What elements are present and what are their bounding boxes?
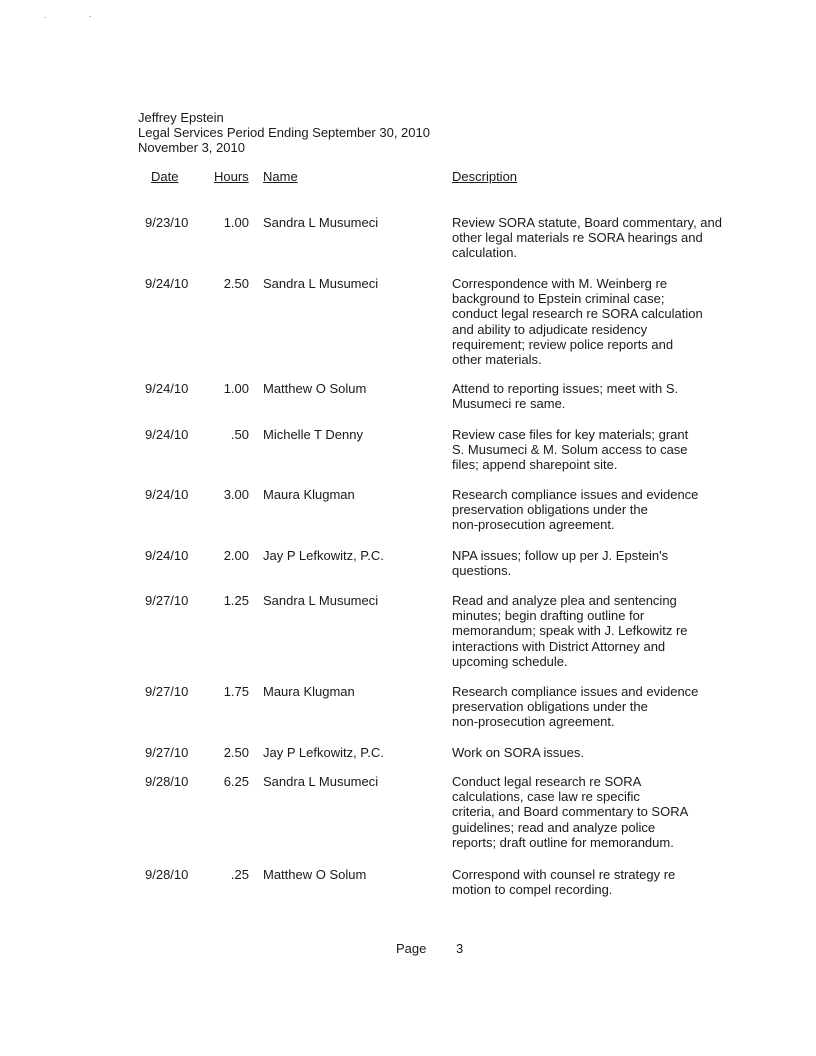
entry-date: 9/24/10 [145, 487, 189, 502]
billing-period: Legal Services Period Ending September 30, 2010 [138, 125, 430, 140]
page-footer [396, 941, 464, 956]
entry-description [452, 867, 752, 897]
description-line: calculation. [452, 245, 518, 261]
entry-date: 9/27/10 [145, 684, 189, 699]
description-line: reports; draft outline for memorandum. [452, 834, 674, 850]
entry-hours: 1.25 [223, 593, 249, 608]
page-label: Page [396, 941, 427, 956]
entry-description [452, 427, 752, 473]
description-line: NPA issues; follow up per J. Epstein's [452, 548, 669, 563]
entry-hours: 1.00 [223, 215, 249, 230]
scan-speck [44, 17, 46, 18]
entry-name: Maura Klugman [263, 487, 355, 502]
description-line: Musumeci re same. [452, 396, 566, 412]
description-line: background to Epstein criminal case; [452, 291, 665, 307]
description-line: conduct legal research re SORA calculation [452, 306, 703, 322]
description-line: requirement; review police reports and [452, 336, 674, 352]
entry-description [452, 215, 752, 261]
entry-description [452, 684, 752, 730]
entry-name: Sandra L Musumeci [263, 215, 379, 230]
entry-date: 9/28/10 [145, 774, 189, 789]
description-line: memorandum; speak with J. Lefkowitz re [452, 623, 688, 639]
entry-date: 9/24/10 [145, 381, 189, 396]
description-line: motion to compel recording. [452, 882, 613, 898]
description-line: preservation obligations under the [452, 502, 648, 518]
entry-name: Matthew O Solum [263, 867, 367, 882]
entry-date: 9/24/10 [145, 548, 189, 563]
description-line: Correspondence with M. Weinberg re [452, 276, 668, 291]
page-number: 3 [456, 941, 464, 956]
scan-speck [89, 16, 91, 17]
description-line: files; append sharepoint site. [452, 457, 618, 473]
description-line: Work on SORA issues. [452, 745, 584, 760]
description-line: non-prosecution agreement. [452, 517, 615, 533]
entry-description [452, 745, 752, 760]
column-header-date: Date [151, 169, 179, 184]
entry-name: Maura Klugman [263, 684, 355, 699]
description-line: non-prosecution agreement. [452, 714, 615, 730]
entry-description [452, 276, 752, 367]
description-line: Research compliance issues and evidence [452, 487, 699, 502]
entry-hours: .50 [230, 427, 249, 442]
description-line: minutes; begin drafting outline for [452, 608, 645, 624]
entry-name: Sandra L Musumeci [263, 593, 379, 608]
description-line: guidelines; read and analyze police [452, 819, 656, 835]
entry-date: 9/27/10 [145, 593, 189, 608]
entry-description [452, 487, 752, 533]
entry-hours: 3.00 [223, 487, 249, 502]
description-line: and ability to adjudicate residency [452, 321, 648, 337]
description-line: upcoming schedule. [452, 653, 568, 669]
entry-hours: 1.75 [223, 684, 249, 699]
description-line: other materials. [452, 352, 542, 368]
entry-name: Jay P Lefkowitz, P.C. [263, 745, 384, 760]
entry-hours: 2.50 [223, 276, 249, 291]
description-line: S. Musumeci & M. Solum access to case [452, 442, 688, 458]
entry-hours: 2.00 [223, 548, 249, 563]
invoice-date: November 3, 2010 [138, 140, 245, 155]
column-header-name: Name [263, 169, 298, 184]
entry-date: 9/27/10 [145, 745, 189, 760]
entry-name: Matthew O Solum [263, 381, 367, 396]
column-header-hours: Hours [214, 169, 249, 184]
description-line: criteria, and Board commentary to SORA [452, 804, 689, 820]
entry-hours: 6.25 [223, 774, 249, 789]
description-line: Conduct legal research re SORA [452, 774, 642, 789]
entry-hours: 1.00 [223, 381, 249, 396]
description-line: calculations, case law re specific [452, 789, 640, 805]
entry-description [452, 381, 752, 411]
entry-description [452, 593, 752, 669]
entry-hours: .25 [230, 867, 249, 882]
entry-date: 9/28/10 [145, 867, 189, 882]
description-line: Research compliance issues and evidence [452, 684, 699, 699]
description-line: Attend to reporting issues; meet with S. [452, 381, 679, 396]
description-line: Read and analyze plea and sentencing [452, 593, 677, 608]
description-line: Review SORA statute, Board commentary, and [452, 215, 722, 230]
description-line: preservation obligations under the [452, 699, 648, 715]
entry-name: Jay P Lefkowitz, P.C. [263, 548, 384, 563]
entry-description [452, 548, 752, 578]
entry-hours: 2.50 [223, 745, 249, 760]
entry-name: Michelle T Denny [263, 427, 363, 442]
description-line: Review case files for key materials; grant [452, 427, 689, 442]
description-line: Correspond with counsel re strategy re [452, 867, 676, 882]
document-header [138, 110, 430, 155]
entry-name: Sandra L Musumeci [263, 276, 379, 291]
entry-date: 9/23/10 [145, 215, 189, 230]
description-line: other legal materials re SORA hearings and [452, 230, 703, 246]
entry-name: Sandra L Musumeci [263, 774, 379, 789]
entry-date: 9/24/10 [145, 427, 189, 442]
client-name: Jeffrey Epstein [138, 110, 224, 125]
description-line: interactions with District Attorney and [452, 638, 666, 654]
description-line: questions. [452, 563, 512, 579]
entry-date: 9/24/10 [145, 276, 189, 291]
entry-description [452, 774, 752, 850]
column-header-description: Description [452, 169, 518, 184]
